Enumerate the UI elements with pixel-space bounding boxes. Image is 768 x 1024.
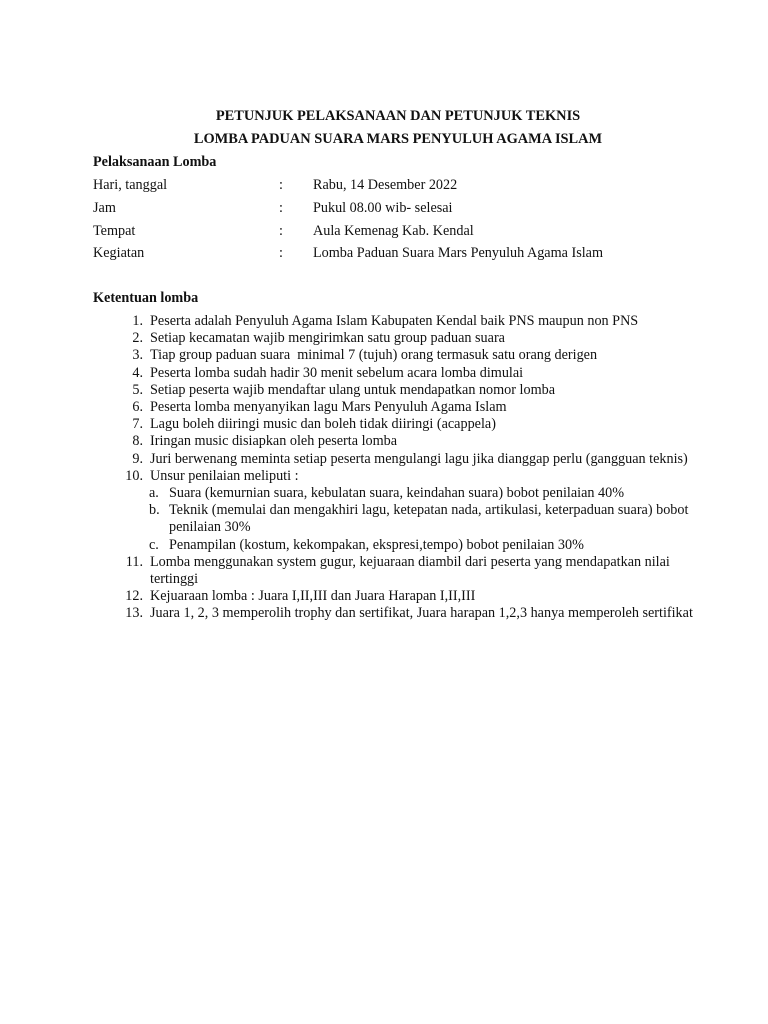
rule-item <box>93 433 713 450</box>
penilaian-text: Teknik (memulai dan mengakhiri lagu, ketepatan nada, artikulasi, keterpaduan suara) bobot penilaian 30% <box>169 502 689 536</box>
info-value: Rabu, 14 Desember 2022 <box>313 177 458 193</box>
rule-number: 7. <box>132 416 143 433</box>
info-value: Lomba Paduan Suara Mars Penyuluh Agama Islam <box>313 245 603 261</box>
info-colon: : <box>279 177 283 193</box>
rule-item <box>93 451 713 468</box>
info-colon: : <box>279 245 283 261</box>
rule-number: 1. <box>132 313 143 329</box>
rule-item <box>93 416 713 433</box>
rule-text: Iringan music disiapkan oleh peserta lomba <box>150 433 398 450</box>
info-colon: : <box>279 200 283 216</box>
rule-item <box>93 468 713 554</box>
rule-item <box>93 399 713 416</box>
rule-number: 13. <box>125 605 143 622</box>
rule-text: Juara 1, 2, 3 memperolih trophy dan sertifikat, Juara harapan 1,2,3 hanya memperoleh sertifikat <box>150 605 693 622</box>
rule-text: Juri berwenang meminta setiap peserta mengulangi lagu jika dianggap perlu (gangguan teknis) <box>150 450 688 467</box>
rule-text: Setiap peserta wajib mendaftar ulang untuk mendapatkan nomor lomba <box>150 381 556 398</box>
penilaian-item <box>93 537 713 554</box>
rule-number: 3. <box>132 347 143 364</box>
rule-item <box>93 588 713 605</box>
rule-item <box>93 330 713 347</box>
info-label: Kegiatan <box>93 245 145 261</box>
section-heading-pelaksanaan: Pelaksanaan Lomba <box>93 154 217 170</box>
section-heading-ketentuan: Ketentuan lomba <box>93 290 199 306</box>
info-colon: : <box>279 223 283 239</box>
info-value: Aula Kemenag Kab. Kendal <box>313 223 474 239</box>
rule-text: Tiap group paduan suara minimal 7 (tujuh) orang termasuk satu orang derigen <box>150 347 598 364</box>
penilaian-text: Suara (kemurnian suara, kebulatan suara, keindahan suara) bobot penilaian 40% <box>169 485 625 502</box>
penilaian-letter: c. <box>149 536 159 553</box>
info-value: Pukul 08.00 wib- selesai <box>313 200 453 216</box>
rule-text: Peserta adalah Penyuluh Agama Islam Kabupaten Kendal baik PNS maupun non PNS <box>150 313 639 329</box>
rule-number: 6. <box>132 399 143 416</box>
rule-text: Peserta lomba sudah hadir 30 menit sebelum acara lomba dimulai <box>150 364 524 381</box>
rule-text: Setiap kecamatan wajib mengirimkan satu group paduan suara <box>150 330 505 347</box>
rule-number: 5. <box>132 381 143 398</box>
rule-item <box>93 605 713 622</box>
penilaian-letter: a. <box>149 485 159 502</box>
rule-item <box>93 313 713 330</box>
penilaian-item <box>93 485 713 502</box>
rule-number: 9. <box>132 450 143 467</box>
rule-item <box>93 382 713 399</box>
rule-number: 12. <box>125 588 143 605</box>
rule-number: 4. <box>132 364 143 381</box>
rule-text: Lagu boleh diiringi music dan boleh tidak diiringi (acappela) <box>150 416 496 433</box>
rule-number: 10. <box>125 467 143 484</box>
penilaian-item <box>93 502 713 536</box>
rule-text: Unsur penilaian meliputi : <box>150 467 299 484</box>
rule-number: 8. <box>132 433 143 450</box>
rule-text: Peserta lomba menyanyikan lagu Mars Penyuluh Agama Islam <box>150 399 507 416</box>
rule-item <box>93 554 713 588</box>
rule-text: Kejuaraan lomba : Juara I,II,III dan Juara Harapan I,II,III <box>150 588 476 605</box>
rule-number: 11. <box>125 553 143 570</box>
info-label: Hari, tanggal <box>93 177 168 193</box>
rule-number: 2. <box>132 330 143 347</box>
info-label: Tempat <box>93 223 136 239</box>
penilaian-text: Penampilan (kostum, kekompakan, ekspresi,tempo) bobot penilaian 30% <box>169 536 584 553</box>
document-title-line-2: LOMBA PADUAN SUARA MARS PENYULUH AGAMA ISLAM <box>193 131 603 147</box>
rule-item <box>93 365 713 382</box>
rule-item <box>93 347 713 364</box>
rules-list <box>93 313 713 623</box>
document-title-line-1: PETUNJUK PELAKSANAAN DAN PETUNJUK TEKNIS <box>215 108 581 124</box>
rule-text: Lomba menggunakan system gugur, kejuaraan diambil dari peserta yang mendapatkan nilai tertinggi <box>150 553 670 588</box>
info-label: Jam <box>93 200 116 216</box>
penilaian-letter: b. <box>149 502 160 519</box>
